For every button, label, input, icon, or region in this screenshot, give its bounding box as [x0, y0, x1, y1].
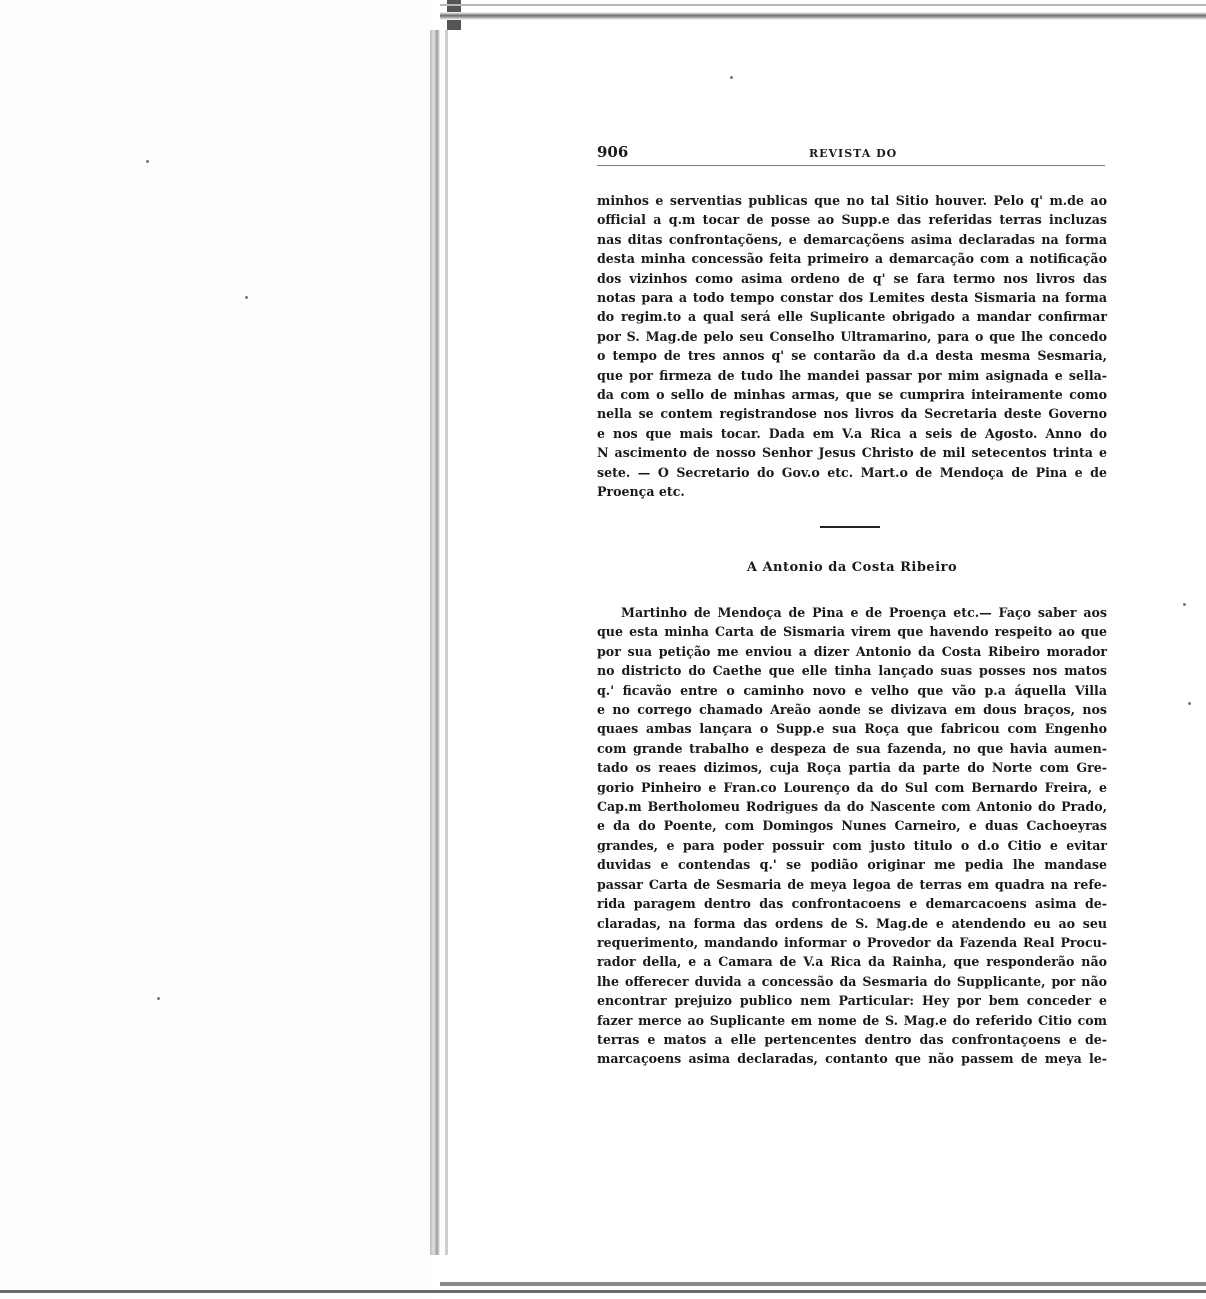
text-line: q.' ficavão entre o caminho novo e velho que vão p.a áquella Villa [597, 682, 1107, 698]
text-line: Cap.m Bertholomeu Rodrigues da do Nascente com Antonio do Prado, [597, 799, 1107, 815]
top-page-edge [440, 12, 1206, 20]
running-head: REVISTA DO [809, 147, 898, 160]
text-line: notas para a todo tempo constar dos Lemites desta Sismaria na forma [597, 290, 1107, 306]
speck [157, 997, 160, 1000]
text-line: rador della, e a Camara de V.a Rica da Rainha, que responderão não [597, 954, 1107, 970]
speck [146, 160, 149, 163]
page-header [597, 143, 1105, 165]
bottom-page-edge [440, 1282, 1206, 1286]
text-line: Proença etc. [597, 484, 685, 500]
header-rule [597, 165, 1105, 166]
text-line: no districto do Caethe que elle tinha lançado suas posses nos matos [597, 663, 1107, 679]
speck [245, 296, 248, 299]
text-line: minhos e serventias publicas que no tal Sitio houver. Pelo q' m.de ao [597, 193, 1107, 208]
text-line: official a q.m tocar de posse ao Supp.e das referidas terras incluzas [597, 212, 1107, 228]
paragraph-continuation [597, 191, 1107, 502]
text-line: nas ditas confrontaçõens, e demarcaçõens asima declaradas na forma [597, 231, 1107, 247]
text-line: sete. — O Secretario do Gov.o etc. Mart.o de Mendoça de Pina e de [597, 464, 1107, 480]
text-line: requerimento, mandando informar o Provedor da Fazenda Real Procu- [597, 934, 1107, 950]
book-gutter [430, 30, 440, 1255]
text-line: N ascimento de nosso Senhor Jesus Christo de mil setecentos trinta e [597, 445, 1107, 461]
text-line: quaes ambas lançara o Supp.e sua Roça que fabricou com Engenho [597, 721, 1107, 737]
page-number: 906 [597, 143, 629, 161]
text-line: terras e matos a elle pertencentes dentro das confrontaçoens e de- [597, 1031, 1107, 1047]
text-line: marcaçoens asima declaradas, contanto que não passem de meya le- [597, 1051, 1107, 1067]
speck [1183, 603, 1186, 606]
text-line: gorio Pinheiro e Fran.co Lourenço da do Sul com Bernardo Freira, e [597, 779, 1107, 795]
speck [730, 76, 733, 79]
text-line: por S. Mag.de pelo seu Conselho Ultramarino, para o que lhe concedo [597, 328, 1107, 344]
gutter-edge [445, 30, 448, 1255]
text-line: que por firmeza de tudo lhe mandei passar por mim asignada e sella- [597, 367, 1107, 383]
text-line: que esta minha Carta de Sismaria virem que havendo respeito ao que [597, 624, 1107, 640]
bottom-scan-edge [0, 1290, 1206, 1293]
text-line: dos vizinhos como asima ordeno de q' se fara termo nos livros das [597, 270, 1107, 286]
text-line: tado os reaes dizimos, cuja Roça partia da parte do Norte com Gre- [597, 760, 1107, 776]
text-line: Martinho de Mendoça de Pina e de Proença etc.— Faço saber aos [621, 605, 1107, 620]
section-title: A Antonio da Costa Ribeiro [746, 560, 958, 575]
text-line: por sua petição me enviou a dizer Antonio da Costa Ribeiro morador [597, 643, 1107, 659]
facing-page-margin [0, 0, 430, 1299]
text-line: e nos que mais tocar. Dada em V.a Rica a seis de Agosto. Anno do [597, 425, 1107, 441]
text-line: passar Carta de Sesmaria de meya legoa de terras em quadra na refe- [597, 876, 1107, 892]
text-line: fazer merce ao Suplicante em nome de S. Mag.e do referido Citio com [597, 1012, 1107, 1028]
text-line: rida paragem dentro das confrontacoens e demarcacoens asima de- [597, 896, 1107, 912]
text-line: e da do Poente, com Domingos Nunes Carneiro, e duas Cachoeyras [597, 818, 1107, 834]
speck [1188, 702, 1191, 705]
text-line: encontrar prejuizo publico nem Particular: Hey por bem conceder e [597, 993, 1107, 1009]
text-line: nella se contem registrandose nos livros da Secretaria deste Governo [597, 406, 1107, 422]
top-scan-edge [440, 4, 1206, 6]
text-line: com grande trabalho e despeza de sua fazenda, no que havia aumen- [597, 740, 1107, 756]
paragraph-body [597, 603, 1107, 1069]
text-line: desta minha concessão feita primeiro a demarcação com a notificação [597, 251, 1107, 267]
text-line: do regim.to a qual será elle Suplicante obrigado a mandar confirmar [597, 309, 1107, 325]
text-line: grandes, e para poder possuir com justo titulo o d.o Citio e evitar [597, 837, 1107, 853]
text-line: o tempo de tres annos q' se contarão da d.a desta mesma Sesmaria, [597, 348, 1107, 364]
text-line: e no corrego chamado Areão aonde se divizava em dous braços, nos [597, 702, 1107, 718]
text-line: duvidas e contendas q.' se podião originar me pedia lhe mandase [597, 857, 1107, 873]
text-line: claradas, na forma das ordens de S. Mag.de e atendendo eu ao seu [597, 915, 1107, 931]
text-line: lhe offerecer duvida a concessão da Sesmaria do Supplicante, por não [597, 973, 1107, 989]
section-separator [820, 526, 880, 528]
text-line: da com o sello de minhas armas, que se cumprira inteiramente como [597, 387, 1107, 403]
